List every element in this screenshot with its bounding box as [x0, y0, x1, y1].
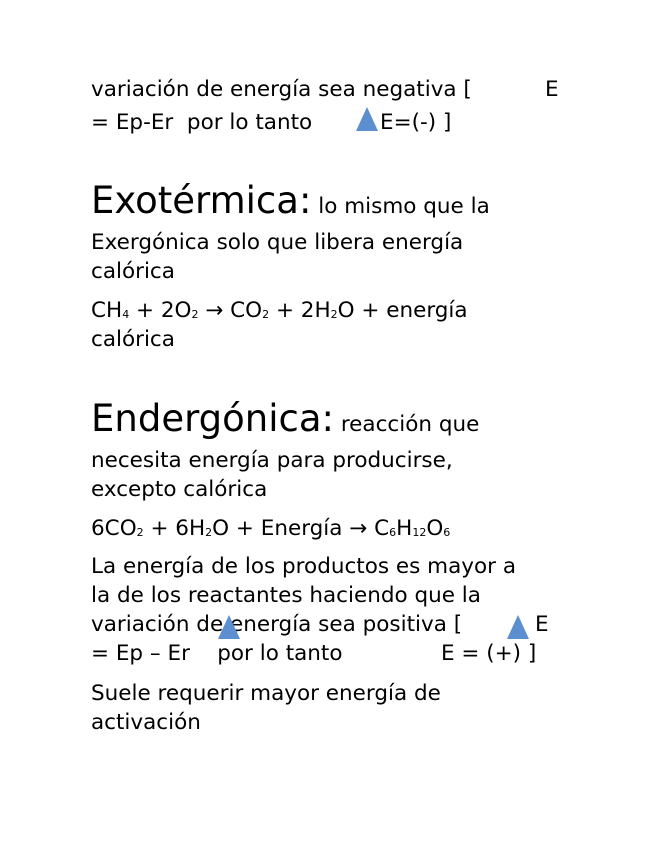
text: La energía de los productos es mayor a: [91, 554, 517, 579]
text-line: [91, 108, 312, 137]
text: calórica: [91, 327, 175, 352]
text-line: [545, 75, 559, 104]
text: E: [535, 612, 549, 637]
text-line: [91, 610, 462, 639]
text: variación de energía sea positiva [: [91, 612, 463, 637]
text: variación de energía sea negativa [: [91, 77, 472, 102]
text: Exergónica solo que libera energía: [91, 230, 464, 255]
equation: $6CO_2 + 6H_2O$ + Energía → $C_6H_{12}O_6$: [91, 516, 451, 541]
text: lo mismo que la: [311, 194, 490, 219]
delta-triangle-icon: [218, 615, 240, 639]
text: excepto calórica: [91, 477, 268, 502]
delta-triangle-icon: [507, 615, 529, 639]
text-line: [91, 257, 175, 286]
text-line: [535, 610, 549, 639]
text: calórica: [91, 259, 175, 284]
text: = Ep-Er por lo tanto: [91, 110, 313, 135]
equation: $CH_4 + 2O_2 \to CO_2 + 2H_2O$ + energía: [91, 298, 468, 323]
text-line: [91, 552, 516, 581]
text-line: [441, 639, 536, 668]
text: Suele requerir mayor energía de: [91, 681, 441, 706]
text: activación: [91, 710, 201, 735]
text-line: [91, 228, 463, 257]
text-line: [91, 75, 472, 104]
text-line: [91, 639, 343, 668]
heading-line: [91, 397, 480, 440]
text: E: [545, 77, 559, 102]
text-line: [91, 679, 441, 708]
text-line: [91, 581, 481, 610]
text-line: [91, 475, 267, 504]
text: reacción que: [333, 412, 480, 437]
text: E=(-) ]: [380, 110, 452, 135]
delta-triangle-icon: [356, 107, 378, 131]
text-line: [91, 708, 201, 737]
section-title: Endergónica:: [91, 397, 334, 440]
heading-line: [91, 179, 490, 222]
text-line: [91, 446, 453, 475]
text: E = (+) ]: [441, 641, 537, 666]
text: = Ep – Er por lo tanto: [91, 641, 343, 666]
text: la de los reactantes haciendo que la: [91, 583, 481, 608]
text-line: [380, 108, 451, 137]
section-title: Exotérmica:: [91, 179, 312, 222]
text: necesita energía para producirse,: [91, 448, 453, 473]
text-line: [91, 325, 175, 354]
